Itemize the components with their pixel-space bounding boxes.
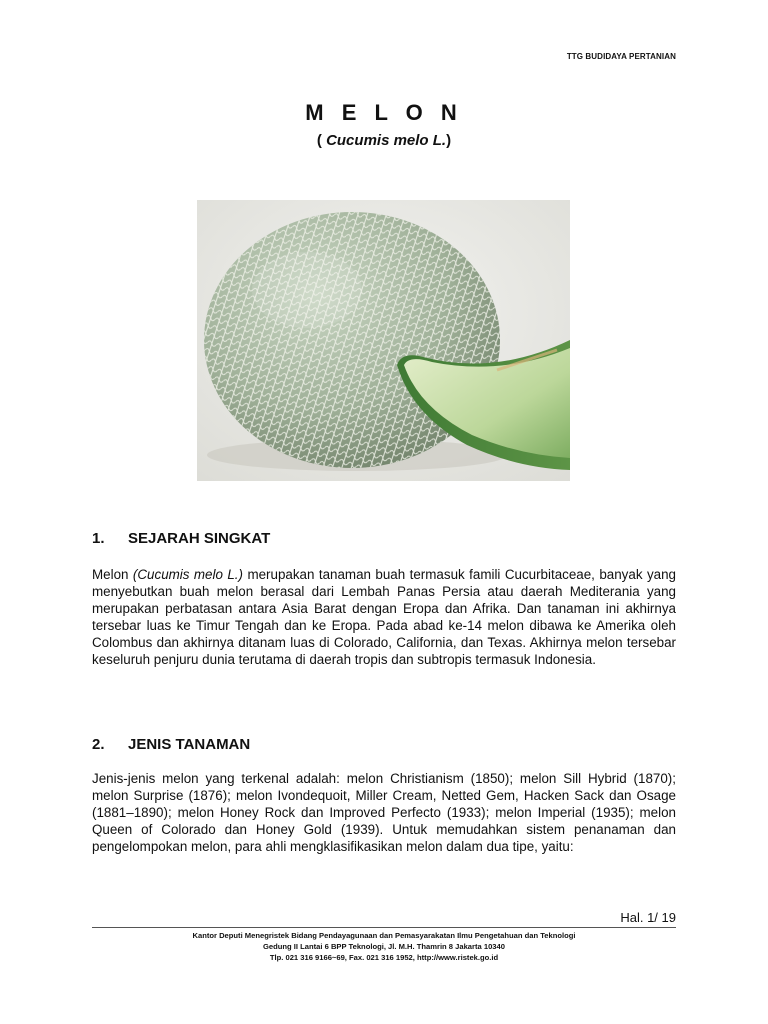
section-1-number: 1. xyxy=(92,530,105,547)
section-1-text-italic: (Cucumis melo L.) xyxy=(132,567,243,582)
melon-photo xyxy=(197,200,570,481)
section-2-title: JENIS TANAMAN xyxy=(128,736,251,753)
footer-line-1: Kantor Deputi Menegristek Bidang Pendayagunaan dan Pemasyarakatan Ilmu Pengetahuan dan Teknologi xyxy=(192,931,576,940)
section-1-text-pre: Melon xyxy=(92,567,133,582)
footer xyxy=(92,930,676,963)
section-2-number: 2. xyxy=(92,736,105,753)
footer-divider xyxy=(92,927,676,928)
section-2-paragraph: Jenis-jenis melon yang terkenal adalah: melon Christianism (1850); melon Sill Hybrid (1870); melon Surprise (1876); melon Ivondequoit, Miller Cream, Netted Gem, Hacken Sack dan Osage (1881–1890); melon Honey Rock dan Improved Perfecto (1933); melon Imperial (1935); melon Queen of Colorado dan Honey Gold (1939). Untuk memudahkan sistem penanaman dan pengelompokan melon, para ahli mengklasifikasikan melon dalam dua tipe, yaitu: xyxy=(92,771,676,854)
scientific-name-open: ( xyxy=(316,132,327,149)
section-1-title: SEJARAH SINGKAT xyxy=(128,530,271,547)
scientific-name-italic: Cucumis melo L. xyxy=(326,132,447,149)
section-1-text-post: merupakan tanaman buah termasuk famili Cucurbitaceae, banyak yang menyebutkan buah melon berasal dari Lembah Panas Persia atau daerah Mediterania yang merupakan perbatasan antara Asia Barat dengan Eropa dan Afrika. Dan tanaman ini akhirnya tersebar luas ke Timur Tengah dan ke Eropa. Pada abad ke-14 melon dibawa ke Amerika oleh Colombus dan akhirnya ditanam luas di Colorado, California, dan Texas. Akhirnya melon tersebar keseluruh penjuru dunia terutama di daerah tropis dan subtropis termasuk Indonesia. xyxy=(92,567,676,667)
section-1-paragraph xyxy=(92,566,676,668)
scientific-name-close: ) xyxy=(446,132,452,149)
page-number: Hal. 1/ 19 xyxy=(620,910,676,925)
section-2-heading xyxy=(92,736,250,753)
melon-highlight xyxy=(252,252,362,328)
footer-line-2: Gedung II Lantai 6 BPP Teknologi, Jl. M.H. Thamrin 8 Jakarta 10340 xyxy=(263,942,505,951)
page-title: M E L O N xyxy=(305,100,463,125)
running-header: TTG BUDIDAYA PERTANIAN xyxy=(566,52,676,61)
scientific-name xyxy=(0,132,768,149)
footer-line-3: Tlp. 021 316 9166~69, Fax. 021 316 1952, http://www.ristek.go.id xyxy=(269,953,499,962)
section-1-heading xyxy=(92,530,270,547)
